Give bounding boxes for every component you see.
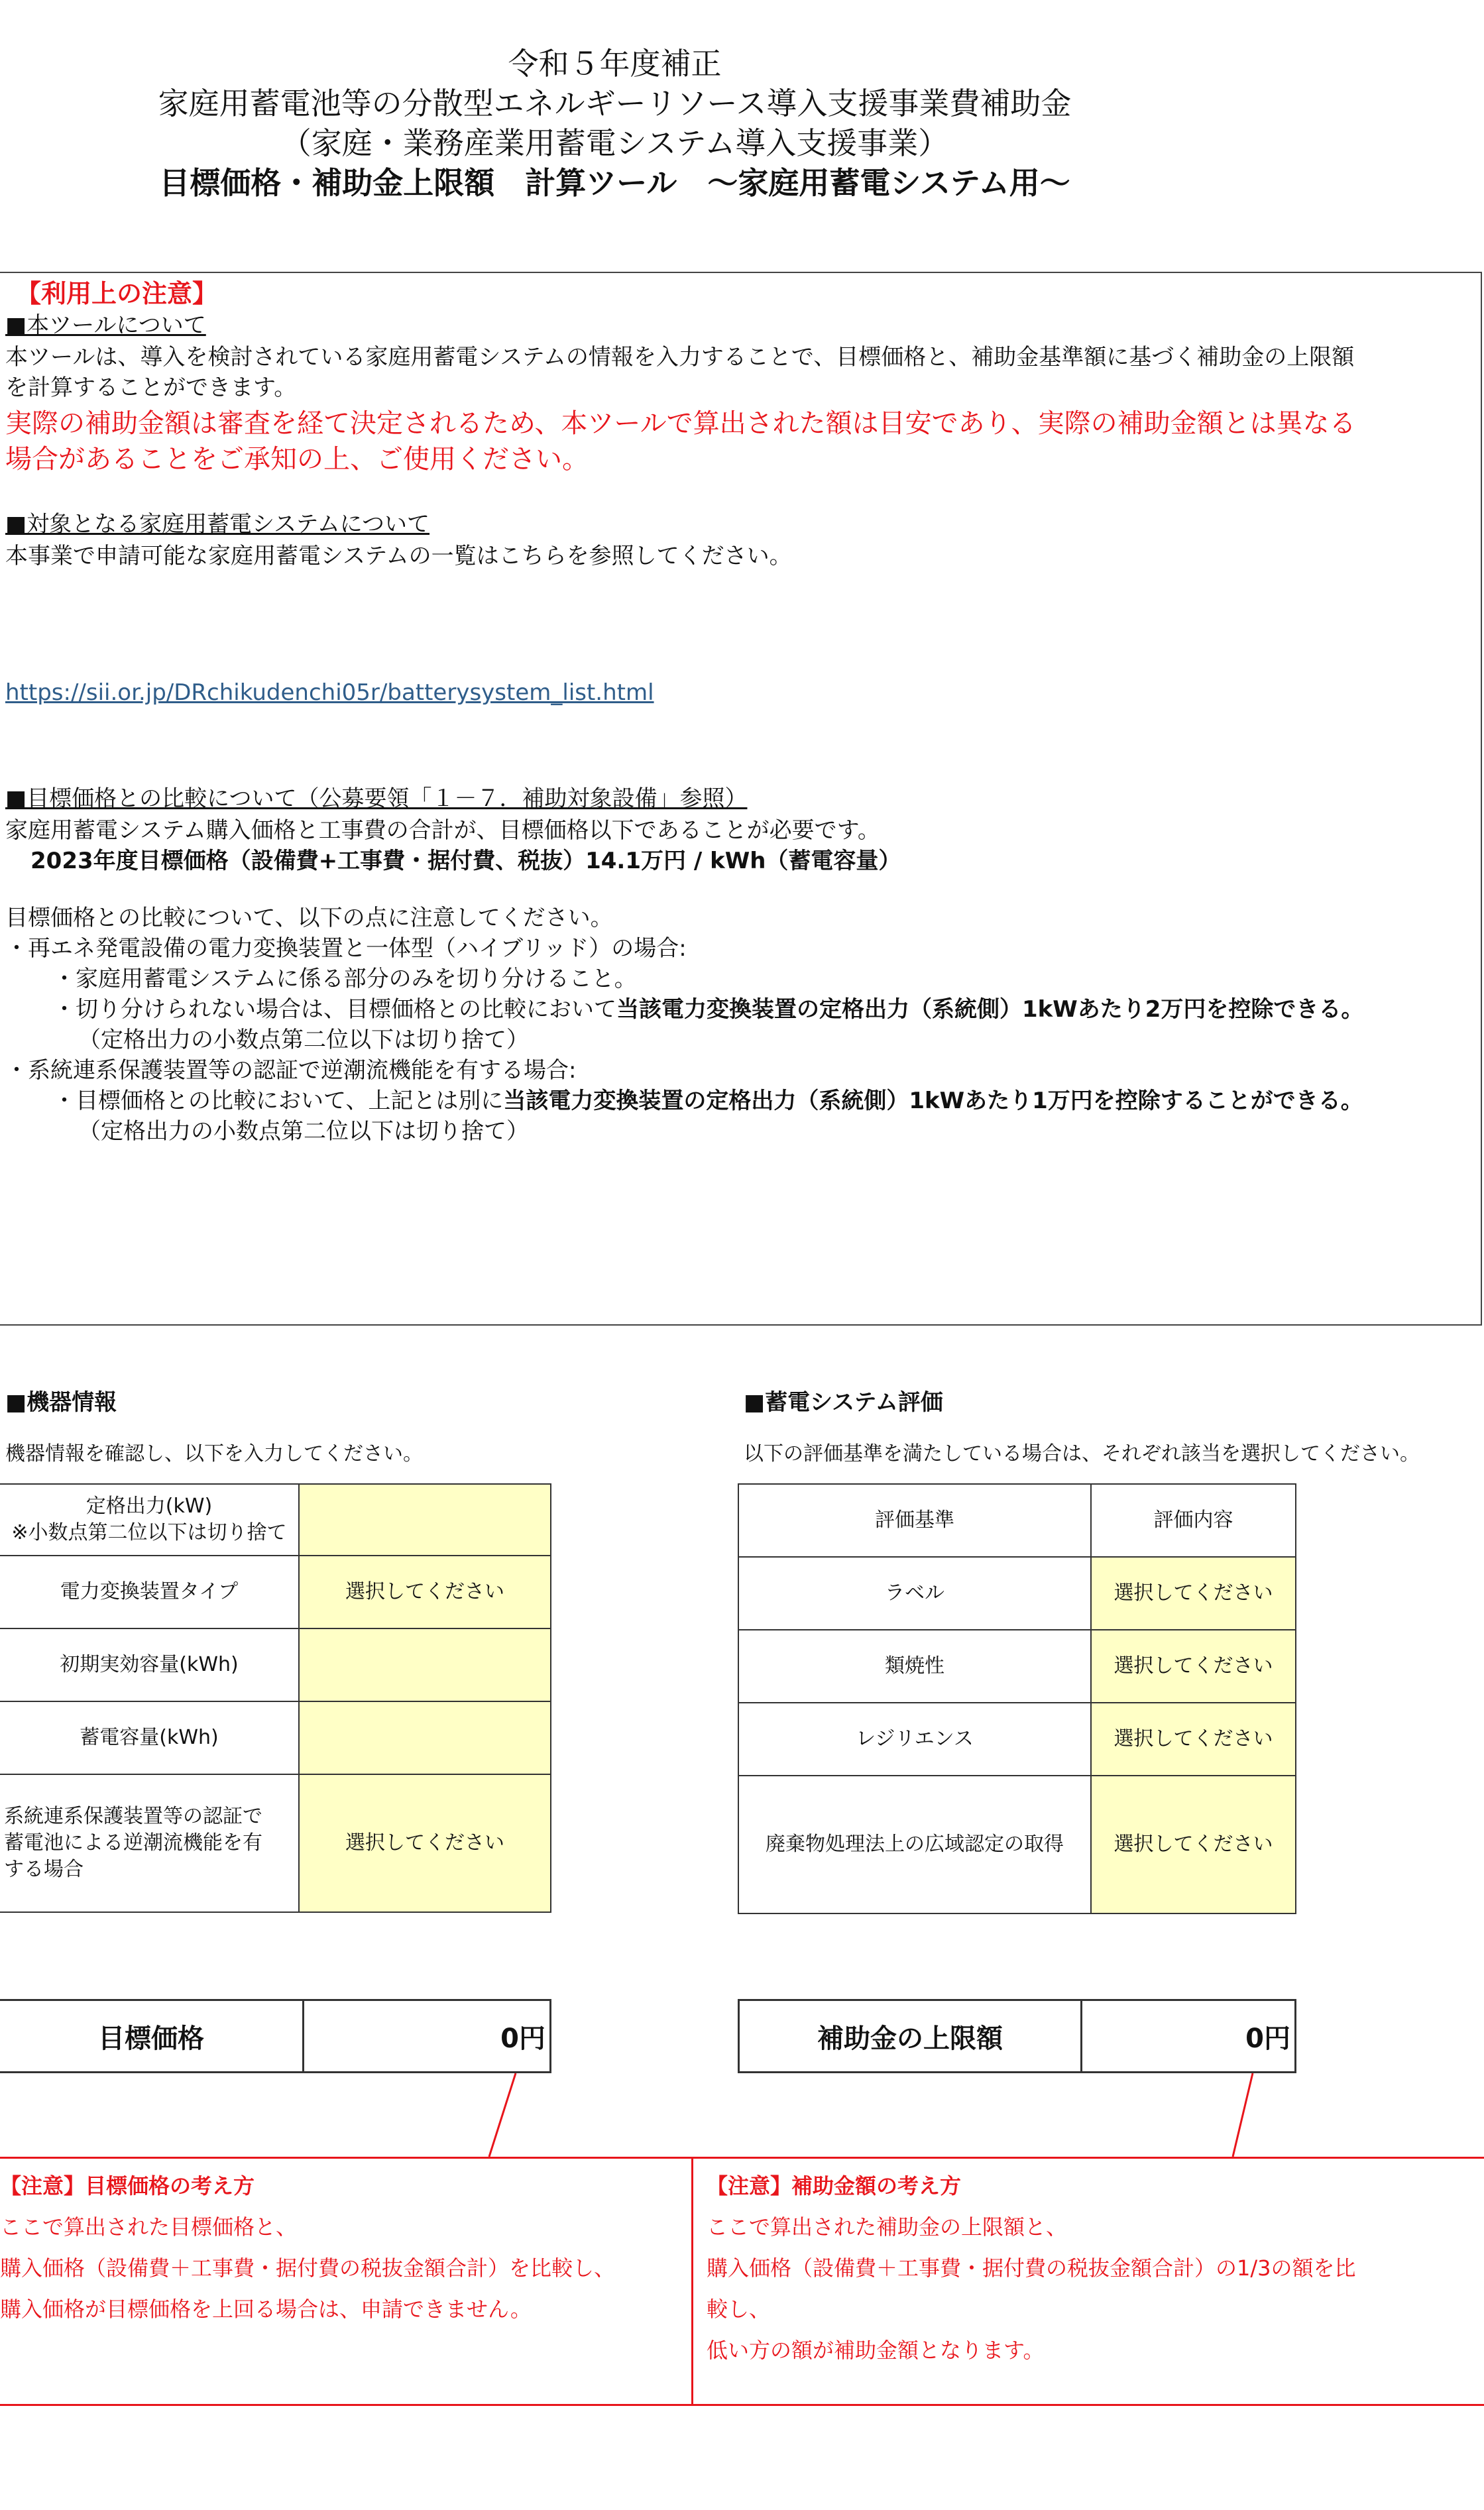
bullet-hybrid-b-bold: 当該電力変換装置の定格出力（系統側）1kWあたり2万円を控除できる。	[616, 996, 1364, 1023]
rated-output-label: 定格出力(kW)	[86, 1495, 213, 1518]
label-resilience: レジリエンス	[738, 1703, 1091, 1776]
caution-left-line-2: 購入価格（設備費＋工事費・据付費の税抜金額合計）を比較し、	[0, 2255, 616, 2281]
input-rated-output[interactable]	[299, 1484, 551, 1556]
select-label[interactable]: 選択してください	[1091, 1557, 1296, 1630]
label-storage-capacity: 蓄電容量(kWh)	[0, 1701, 299, 1774]
input-initial-capacity[interactable]	[299, 1628, 551, 1701]
label-converter-type: 電力変換装置タイプ	[0, 1556, 299, 1628]
callout-pointer-right	[1233, 2073, 1253, 2157]
evaluation-desc: 以下の評価基準を満たしている場合は、それぞれ該当を選択してください。	[744, 1442, 1420, 1465]
bullet-reverse-flow: ・系統連系保護装置等の認証で逆潮流機能を有する場合:	[5, 1057, 577, 1084]
compare-text-2: 目標価格との比較について、以下の点に注意してください。	[5, 905, 613, 931]
caution-right-title: 【注意】補助金額の考え方	[707, 2173, 962, 2198]
battery-list-link[interactable]: https://sii.or.jp/DRchikudenchi05r/batterysystem_list.html	[5, 679, 654, 706]
row-rated-output	[0, 1484, 551, 1556]
section-tool-text-2: を計算することができます。	[5, 374, 297, 401]
target-price-box	[0, 1999, 551, 2073]
label-fire-spread: 類焼性	[738, 1630, 1091, 1703]
caution-left-line-1: ここで算出された目標価格と、	[0, 2214, 298, 2240]
caution-right-line-3: 較し、	[707, 2297, 771, 2322]
device-info-table	[0, 1483, 551, 1913]
title-fiscal-year: 令和５年度補正	[508, 46, 722, 82]
target-price-statement: 2023年度目標価格（設備費+工事費・据付費、税抜）14.1万円 / kWh（蓄電容量）	[30, 848, 901, 874]
evaluation-table	[738, 1483, 1296, 1914]
row-initial-capacity	[0, 1628, 551, 1701]
device-info-title: ■機器情報	[5, 1389, 117, 1416]
caution-right-line-1: ここで算出された補助金の上限額と、	[707, 2214, 1068, 2240]
subsidy-cap-box	[738, 1999, 1296, 2073]
reverse-flow-label-1: 系統連系保護装置等の認証で	[4, 1805, 262, 1828]
row-wide-area-cert	[738, 1776, 1296, 1913]
rated-output-note: ※小数点第二位以下は切り捨て	[11, 1521, 287, 1544]
input-storage-capacity[interactable]	[299, 1701, 551, 1774]
row-fire-spread	[738, 1630, 1296, 1703]
bullet-reverse-flow-b: （定格出力の小数点第二位以下は切り捨て）	[78, 1118, 529, 1145]
select-resilience[interactable]: 選択してください	[1091, 1703, 1296, 1776]
caution-right-line-2: 購入価格（設備費＋工事費・据付費の税抜金額合計）の1/3の額を比	[707, 2255, 1356, 2281]
label-wide-area-cert: 廃棄物処理法上の広域認定の取得	[738, 1776, 1091, 1913]
bullet-hybrid-b-text: ・切り分けられない場合は、目標価格との比較において	[53, 996, 616, 1023]
evaluation-header-row	[738, 1484, 1296, 1557]
callout-pointers	[0, 2073, 1484, 2159]
label-reverse-flow	[0, 1774, 299, 1912]
row-converter-type	[0, 1556, 551, 1628]
row-label	[738, 1557, 1296, 1630]
label-rated-output	[0, 1484, 299, 1556]
subsidy-cap-label: 補助金の上限額	[740, 2001, 1082, 2071]
select-converter-type[interactable]: 選択してください	[299, 1556, 551, 1628]
caution-area	[0, 2157, 1484, 2406]
select-wide-area-cert[interactable]: 選択してください	[1091, 1776, 1296, 1913]
row-reverse-flow	[0, 1774, 551, 1912]
caution-right-line-4: 低い方の額が補助金額となります。	[707, 2338, 1045, 2363]
select-reverse-flow[interactable]: 選択してください	[299, 1774, 551, 1912]
target-price-label: 目標価格	[0, 2001, 304, 2071]
label-label: ラベル	[738, 1557, 1091, 1630]
label-initial-capacity: 初期実効容量(kWh)	[0, 1628, 299, 1701]
target-price-value: 0円	[500, 2023, 545, 2054]
warning-text-1: 実際の補助金額は審査を経て決定されるため、本ツールで算出された額は目安であり、実際の補助金額とは異なる	[5, 408, 1356, 439]
bullet-hybrid-a: ・家庭用蓄電システムに係る部分のみを切り分けること。	[53, 966, 637, 992]
header-content: 評価内容	[1091, 1484, 1296, 1557]
bullet-hybrid: ・再エネ発電設備の電力変換装置と一体型（ハイブリッド）の場合:	[5, 935, 687, 962]
evaluation-title: ■蓄電システム評価	[744, 1389, 943, 1416]
reverse-flow-label-3: する場合	[4, 1858, 84, 1881]
row-resilience	[738, 1703, 1296, 1776]
bullet-hybrid-c: （定格出力の小数点第二位以下は切り捨て）	[78, 1027, 529, 1053]
warning-text-2: 場合があることをご承知の上、ご使用ください。	[5, 444, 589, 475]
usage-notice-box	[0, 272, 1482, 1326]
bullet-hybrid-b	[53, 994, 1363, 1025]
section-target-title: ■対象となる家庭用蓄電システムについて	[5, 511, 430, 538]
caution-divider	[691, 2159, 693, 2404]
select-fire-spread[interactable]: 選択してください	[1091, 1630, 1296, 1703]
reverse-flow-label-2: 蓄電池による逆潮流機能を有	[4, 1831, 262, 1854]
caution-left-title: 【注意】目標価格の考え方	[0, 2173, 255, 2198]
section-target-text: 本事業で申請可能な家庭用蓄電システムの一覧はこちらを参照してください。	[5, 543, 792, 569]
section-tool-text-1: 本ツールは、導入を検討されている家庭用蓄電システムの情報を入力することで、目標価格と、補助金基準額に基づく補助金の上限額	[5, 344, 1355, 371]
compare-text-1: 家庭用蓄電システム購入価格と工事費の合計が、目標価格以下であることが必要です。	[5, 817, 880, 844]
title-tool: 目標価格・補助金上限額 計算ツール ～家庭用蓄電システム用～	[159, 165, 1070, 201]
device-info-desc: 機器情報を確認し、以下を入力してください。	[5, 1442, 423, 1465]
bullet-reverse-flow-a	[53, 1086, 1363, 1116]
row-storage-capacity	[0, 1701, 551, 1774]
caution-left-line-3: 購入価格が目標価格を上回る場合は、申請できません。	[0, 2297, 532, 2322]
header-criteria: 評価基準	[738, 1484, 1091, 1557]
title-subprogram: （家庭・業務産業用蓄電システム導入支援事業）	[280, 125, 949, 161]
title-program: 家庭用蓄電池等の分散型エネルギーリソース導入支援事業費補助金	[158, 86, 1072, 121]
section-compare-title: ■目標価格との比較について（公募要領「１－７．補助対象設備」参照）	[5, 785, 748, 812]
section-tool-title: ■本ツールについて	[5, 312, 206, 339]
notice-heading: 【利用上の注意】	[16, 279, 218, 308]
subsidy-cap-value: 0円	[1245, 2023, 1290, 2054]
bullet-reverse-flow-a-text: ・目標価格との比較において、上記とは別に	[53, 1088, 504, 1114]
callout-pointer-left	[489, 2073, 516, 2157]
bullet-reverse-flow-a-bold: 当該電力変換装置の定格出力（系統側）1kWあたり1万円を控除することができる。	[503, 1088, 1363, 1114]
